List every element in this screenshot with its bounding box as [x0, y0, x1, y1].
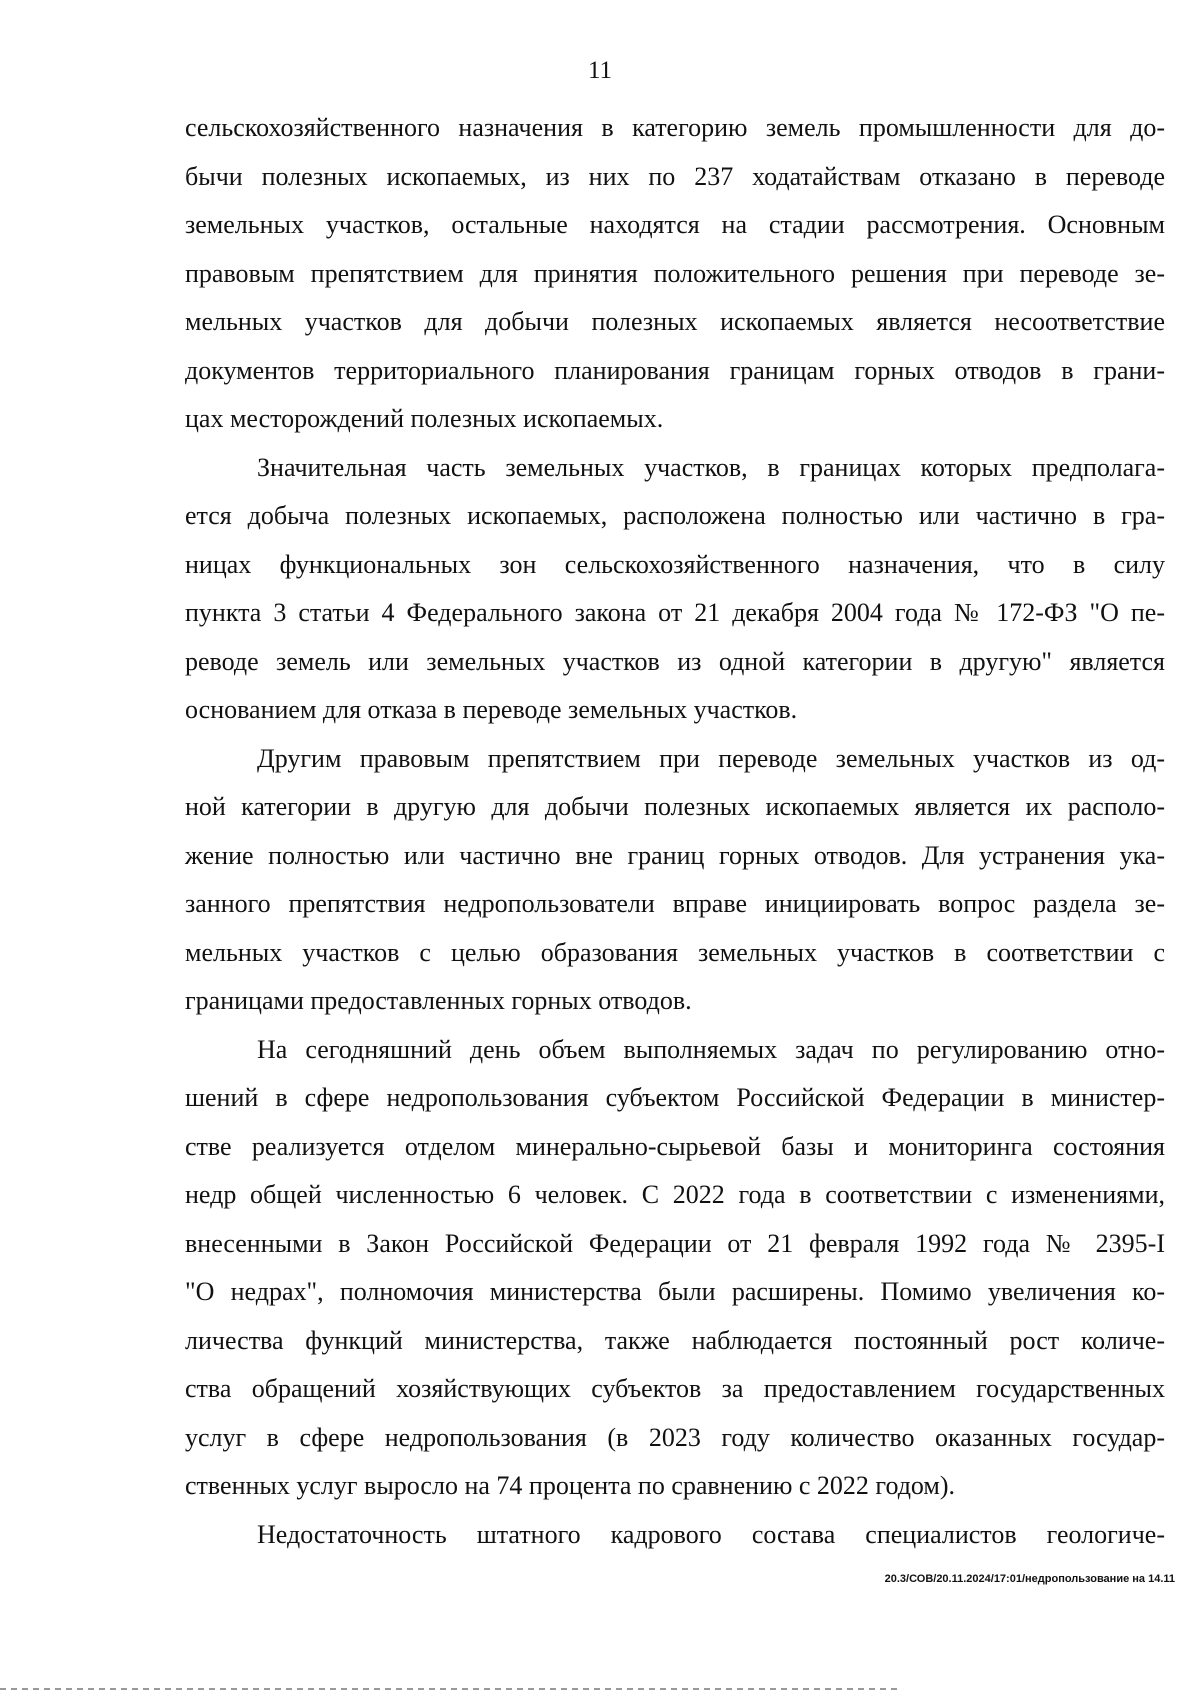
text-line: стве реализуется отделом минерально-сырьевой базы и мониторинга состояния [185, 1131, 1165, 1161]
text-line: цах месторождений полезных ископаемых. [185, 404, 664, 433]
text-line: бычи полезных ископаемых, из них по 237 ходатайствам отказано в переводе [185, 161, 1165, 191]
text-line: правовым препятствием для принятия положительного решения при переводе зе- [185, 258, 1165, 288]
paragraph [185, 444, 1165, 735]
paragraph [185, 1026, 1165, 1511]
text-line: границами предоставленных горных отводов. [185, 986, 692, 1015]
text-line: личества функций министерства, также наблюдается постоянный рост количе- [185, 1325, 1165, 1355]
text-line: документов территориального планирования границам горных отводов в грани- [185, 355, 1165, 385]
text-line: ственных услуг выросло на 74 процента по сравнению с 2022 годом). [185, 1471, 956, 1500]
text-line: ства обращений хозяйствующих субъектов за предоставлением государственных [185, 1374, 1165, 1403]
paragraph [185, 735, 1165, 1026]
text-line: пункта 3 статьи 4 Федерального закона от 21 декабря 2004 года № 172-ФЗ "О пе- [185, 598, 1165, 627]
document-footer-code: 20.3/СОВ/20.11.2024/17:01/недропользование на 14.11 [884, 1573, 1175, 1585]
text-line: земельных участков, остальные находятся на стадии рассмотрения. Основным [185, 210, 1165, 239]
text-line: ной категории в другую для добычи полезных ископаемых является их располо- [185, 792, 1165, 821]
text-line: жение полностью или частично вне границ горных отводов. Для устранения ука- [185, 840, 1165, 870]
text-line: внесенными в Закон Российской Федерации от 21 февраля 1992 года № 2395-I [185, 1228, 1165, 1258]
text-line: На сегодняшний день объем выполняемых задач по регулированию отно- [257, 1034, 1165, 1064]
text-line: "О недрах", полномочия министерства были расширены. Помимо увеличения ко- [185, 1277, 1165, 1306]
text-line: услуг в сфере недропользования (в 2023 году количество оказанных государ- [185, 1422, 1165, 1452]
scan-edge-artifact [0, 1688, 900, 1690]
text-line: шений в сфере недропользования субъектом Российской Федерации в министер- [185, 1083, 1165, 1112]
text-line: занного препятствия недропользователи вправе инициировать вопрос раздела зе- [185, 889, 1165, 918]
paragraph [185, 104, 1165, 444]
paragraph [185, 1511, 1165, 1560]
text-line: основанием для отказа в переводе земельных участков. [185, 695, 798, 724]
text-line: мельных участков для добычи полезных ископаемых является несоответствие [185, 307, 1165, 336]
text-line: Другим правовым препятствием при переводе земельных участков из од- [257, 743, 1165, 773]
page-number: 11 [587, 57, 613, 84]
text-line: мельных участков с целью образования земельных участков в соответствии с [185, 937, 1165, 967]
text-line: ницах функциональных зон сельскохозяйственного назначения, что в силу [185, 549, 1165, 579]
text-line: недр общей численностью 6 человек. С 2022 года в соответствии с изменениями, [185, 1180, 1165, 1209]
text-line: ется добыча полезных ископаемых, расположена полностью или частично в гра- [185, 501, 1165, 530]
text-line: Недостаточность штатного кадрового состава специалистов геологиче- [257, 1519, 1165, 1549]
document-body [185, 104, 1165, 1559]
text-line: Значительная часть земельных участков, в границах которых предполага- [257, 452, 1165, 482]
text-line: реводе земель или земельных участков из одной категории в другую" является [185, 646, 1165, 676]
text-line: сельскохозяйственного назначения в категорию земель промышленности для до- [185, 113, 1165, 142]
